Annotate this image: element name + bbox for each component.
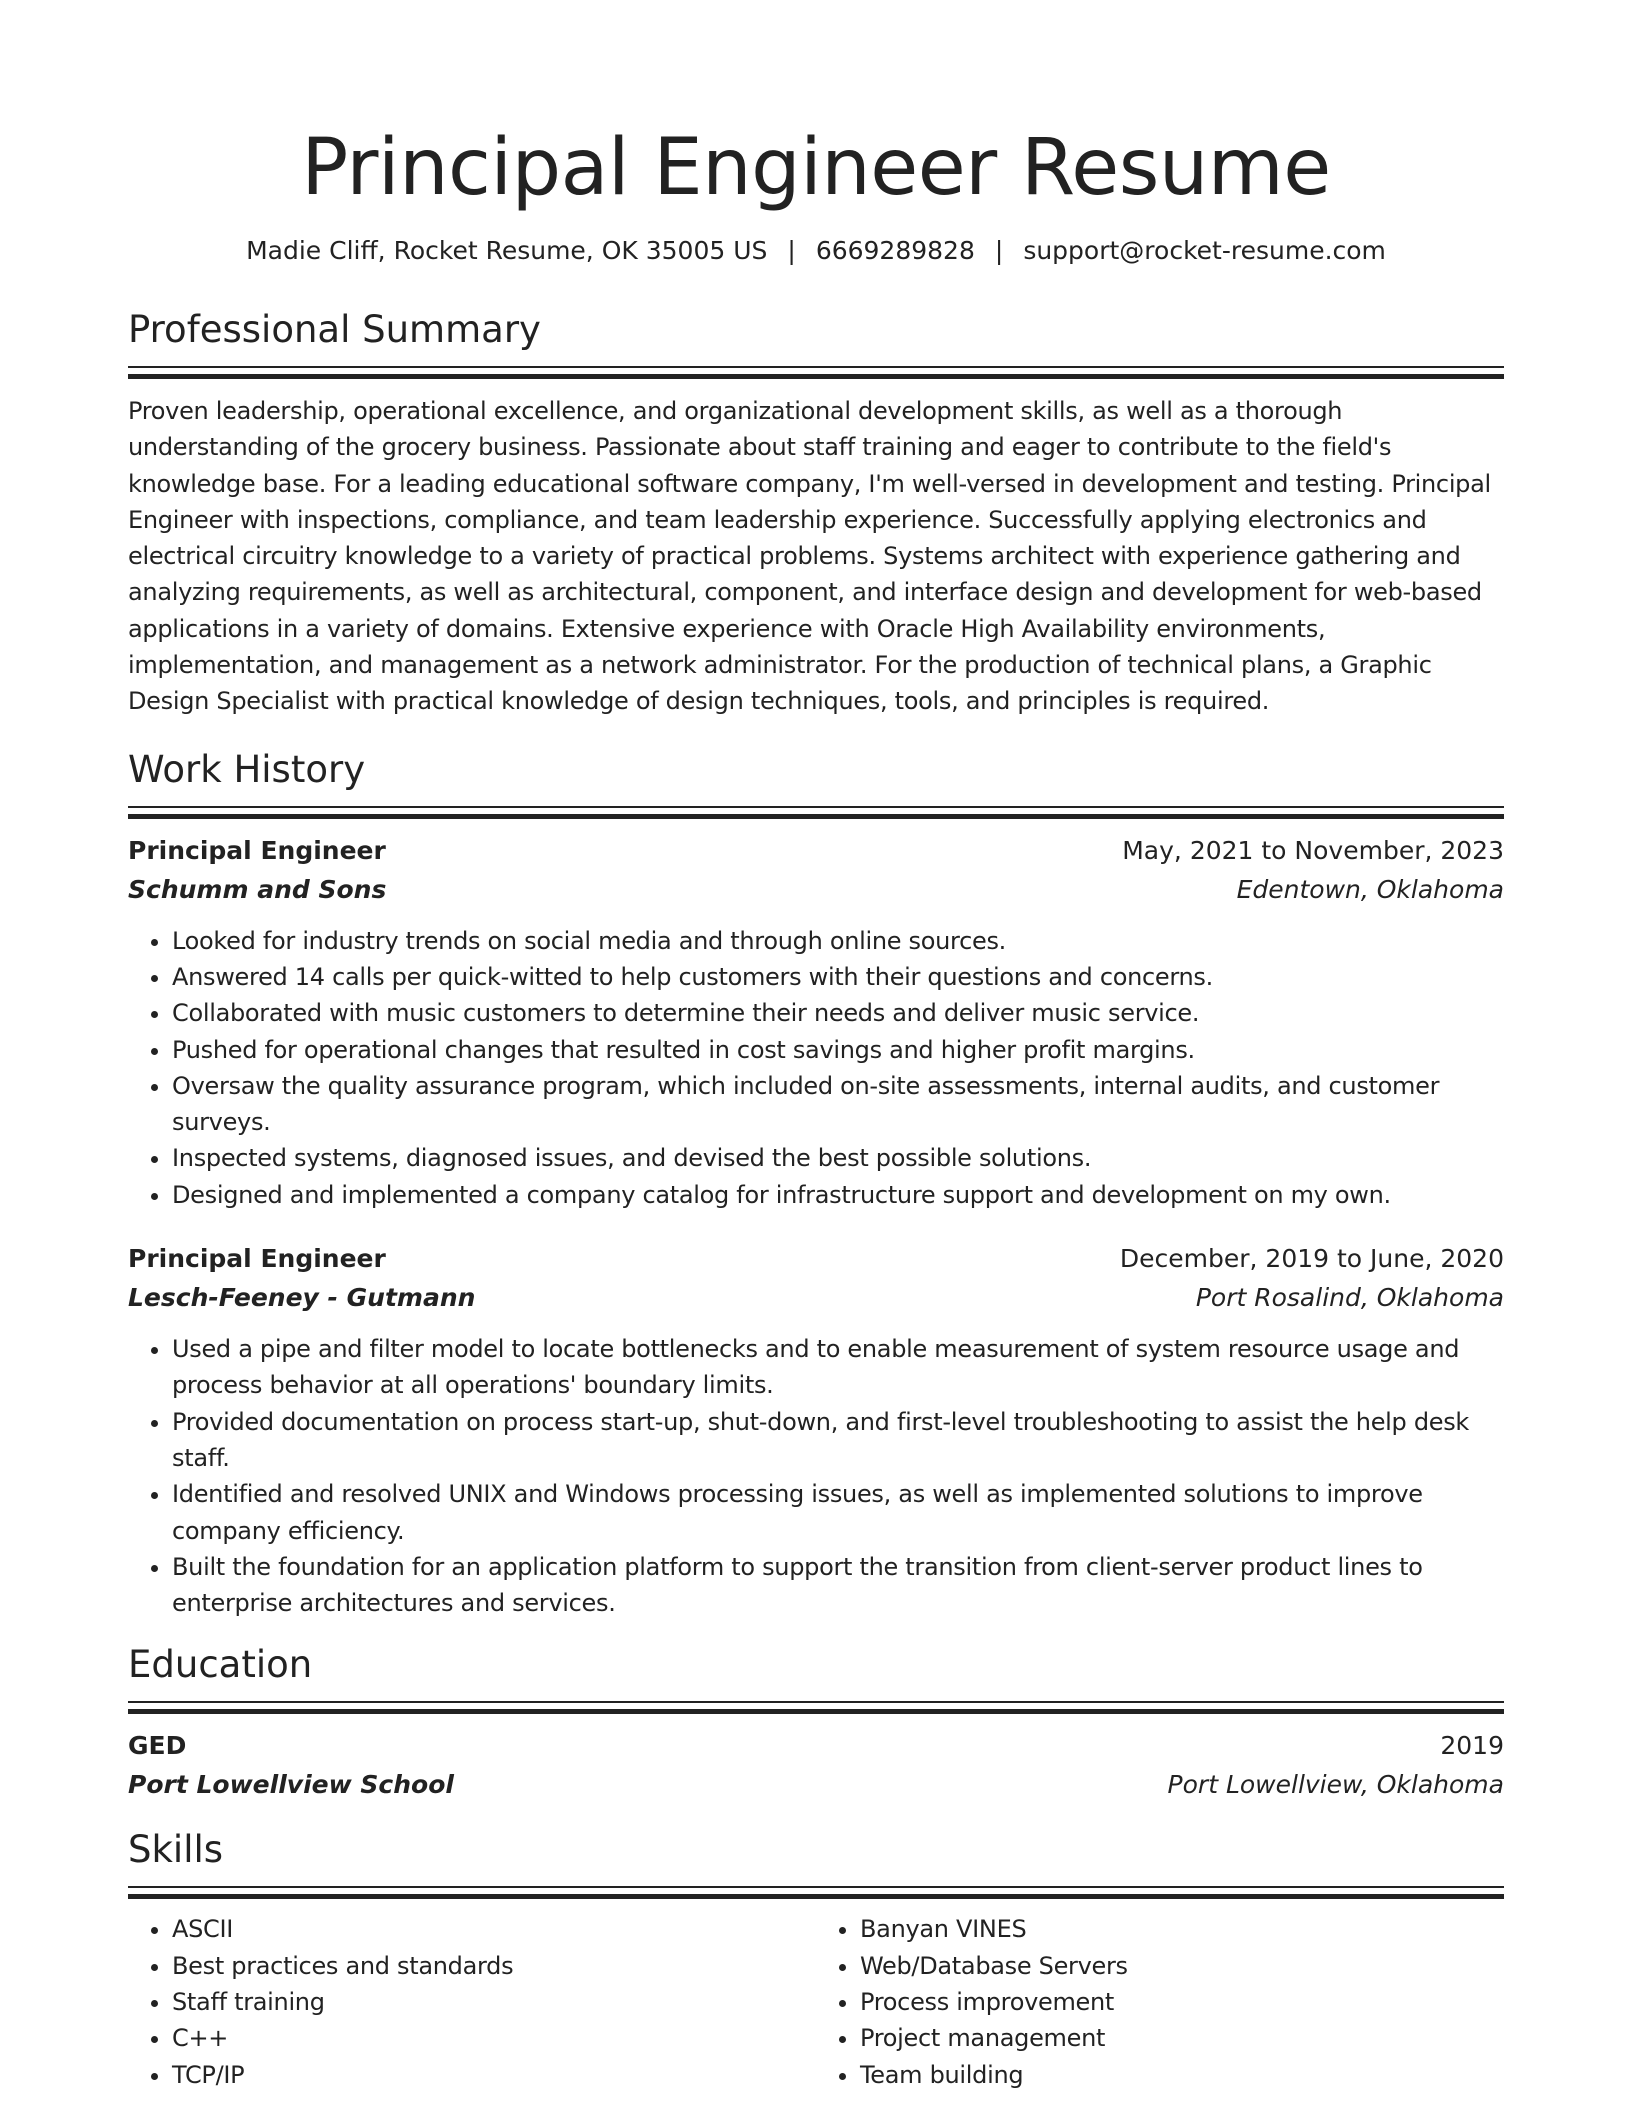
list-item: • Answered 14 calls per quick-witted to help customers with their questions and concerns. xyxy=(172,959,1504,995)
list-item: • Best practices and standards xyxy=(172,1948,816,1984)
list-item: • Collaborated with music customers to determine their needs and deliver music service. xyxy=(172,995,1504,1031)
skills-list-left xyxy=(128,1911,816,2092)
list-item: • TCP/IP xyxy=(172,2057,816,2093)
job-entry xyxy=(128,831,1504,1213)
list-item: • Project management xyxy=(860,2020,1504,2056)
section-rule-thick xyxy=(128,1709,1504,1714)
list-item: • Pushed for operational changes that resulted in cost savings and higher profit margins. xyxy=(172,1032,1504,1068)
skills-list-right xyxy=(816,1911,1504,2092)
contact-address: Madie Cliff, Rocket Resume, OK 35005 US xyxy=(246,236,768,265)
job-title: Principal Engineer xyxy=(128,1244,386,1274)
education-degree: GED xyxy=(128,1731,187,1761)
section-heading-skills: Skills xyxy=(128,1828,224,1872)
contact-email: support@rocket-resume.com xyxy=(1023,236,1386,265)
list-item: • Process improvement xyxy=(860,1984,1504,2020)
job-location: Port Rosalind, Oklahoma xyxy=(1195,1283,1504,1313)
section-rule-thick xyxy=(128,1894,1504,1899)
contact-phone: 6669289828 xyxy=(815,236,975,265)
list-item: • Looked for industry trends on social media and through online sources. xyxy=(172,923,1504,959)
list-item: • Oversaw the quality assurance program, which included on-site assessments, internal audits, and customer surveys. xyxy=(172,1068,1504,1141)
list-item: • Web/Database Servers xyxy=(860,1948,1504,1984)
summary-text: Proven leadership, operational excellence, and organizational development skills, as well as a thorough understanding of the grocery business. Passionate about staff training and eager to contribute to the field's knowledge base. For a leading educational software company, I'm well-versed in development and testing. Principal Engineer with inspections, compliance, and team leadership experience. Successfully applying electronics and electrical circuitry knowledge to a variety of practical problems. Systems architect with experience gathering and analyzing requirements, as well as architectural, component, and interface design and development for web-based applications in a variety of domains. Extensive experience with Oracle High Availability environments, implementation, and management as a network administrator. For the production of technical plans, a Graphic Design Specialist with practical knowledge of design techniques, tools, and principles is required. xyxy=(128,397,1491,716)
contact-separator: | xyxy=(994,236,1004,265)
list-item: • Used a pipe and filter model to locate bottlenecks and to enable measurement of system resource usage and process behavior at all operations' boundary limits. xyxy=(172,1331,1504,1404)
work-section xyxy=(128,748,1504,1622)
list-item: • Built the foundation for an application platform to support the transition from client-server product lines to enterprise architectures and services. xyxy=(172,1549,1504,1622)
skills-columns xyxy=(128,1911,1504,2092)
section-rule xyxy=(128,1886,1504,1888)
section-heading-education: Education xyxy=(128,1643,313,1687)
list-item: • Designed and implemented a company catalog for infrastructure support and development on my own. xyxy=(172,1177,1504,1213)
job-dates: December, 2019 to June, 2020 xyxy=(1119,1244,1504,1274)
company-name: Schumm and Sons xyxy=(128,874,387,904)
section-heading-summary: Professional Summary xyxy=(128,308,541,351)
company-name: Lesch-Feeney - Gutmann xyxy=(128,1283,476,1313)
resume-page xyxy=(128,0,1504,2093)
document-title: Principal Engineer Resume xyxy=(301,123,1331,213)
contact-separator: | xyxy=(787,236,796,265)
summary-section xyxy=(128,308,1504,720)
section-rule-thick xyxy=(128,814,1504,819)
list-item: • Inspected systems, diagnosed issues, and devised the best possible solutions. xyxy=(172,1140,1504,1176)
education-year: 2019 xyxy=(1440,1731,1504,1761)
list-item: • Banyan VINES xyxy=(860,1911,1504,1947)
section-rule xyxy=(128,1701,1504,1703)
list-item: • Staff training xyxy=(172,1984,816,2020)
list-item: • Identified and resolved UNIX and Windows processing issues, as well as implemented solutions to improve company efficiency. xyxy=(172,1476,1504,1549)
school-location: Port Lowellview, Oklahoma xyxy=(1167,1770,1504,1800)
contact-line xyxy=(128,234,1504,268)
school-name: Port Lowellview School xyxy=(128,1770,454,1800)
section-rule-thick xyxy=(128,374,1504,379)
list-item: • Team building xyxy=(860,2057,1504,2093)
list-item: • C++ xyxy=(172,2020,816,2056)
job-dates: May, 2021 to November, 2023 xyxy=(1122,835,1504,865)
section-rule xyxy=(128,806,1504,808)
section-heading-work: Work History xyxy=(128,747,366,791)
job-location: Edentown, Oklahoma xyxy=(1236,874,1504,904)
skills-section xyxy=(128,1828,1504,2092)
list-item: • Provided documentation on process start-up, shut-down, and first-level troubleshooting to assist the help desk staff. xyxy=(172,1404,1504,1477)
job-bullets xyxy=(128,1331,1504,1621)
job-title: Principal Engineer xyxy=(128,835,386,865)
job-entry xyxy=(128,1239,1504,1621)
list-item: • ASCII xyxy=(172,1911,816,1947)
section-rule xyxy=(128,366,1504,368)
job-bullets xyxy=(128,923,1504,1213)
education-section xyxy=(128,1643,1504,1804)
